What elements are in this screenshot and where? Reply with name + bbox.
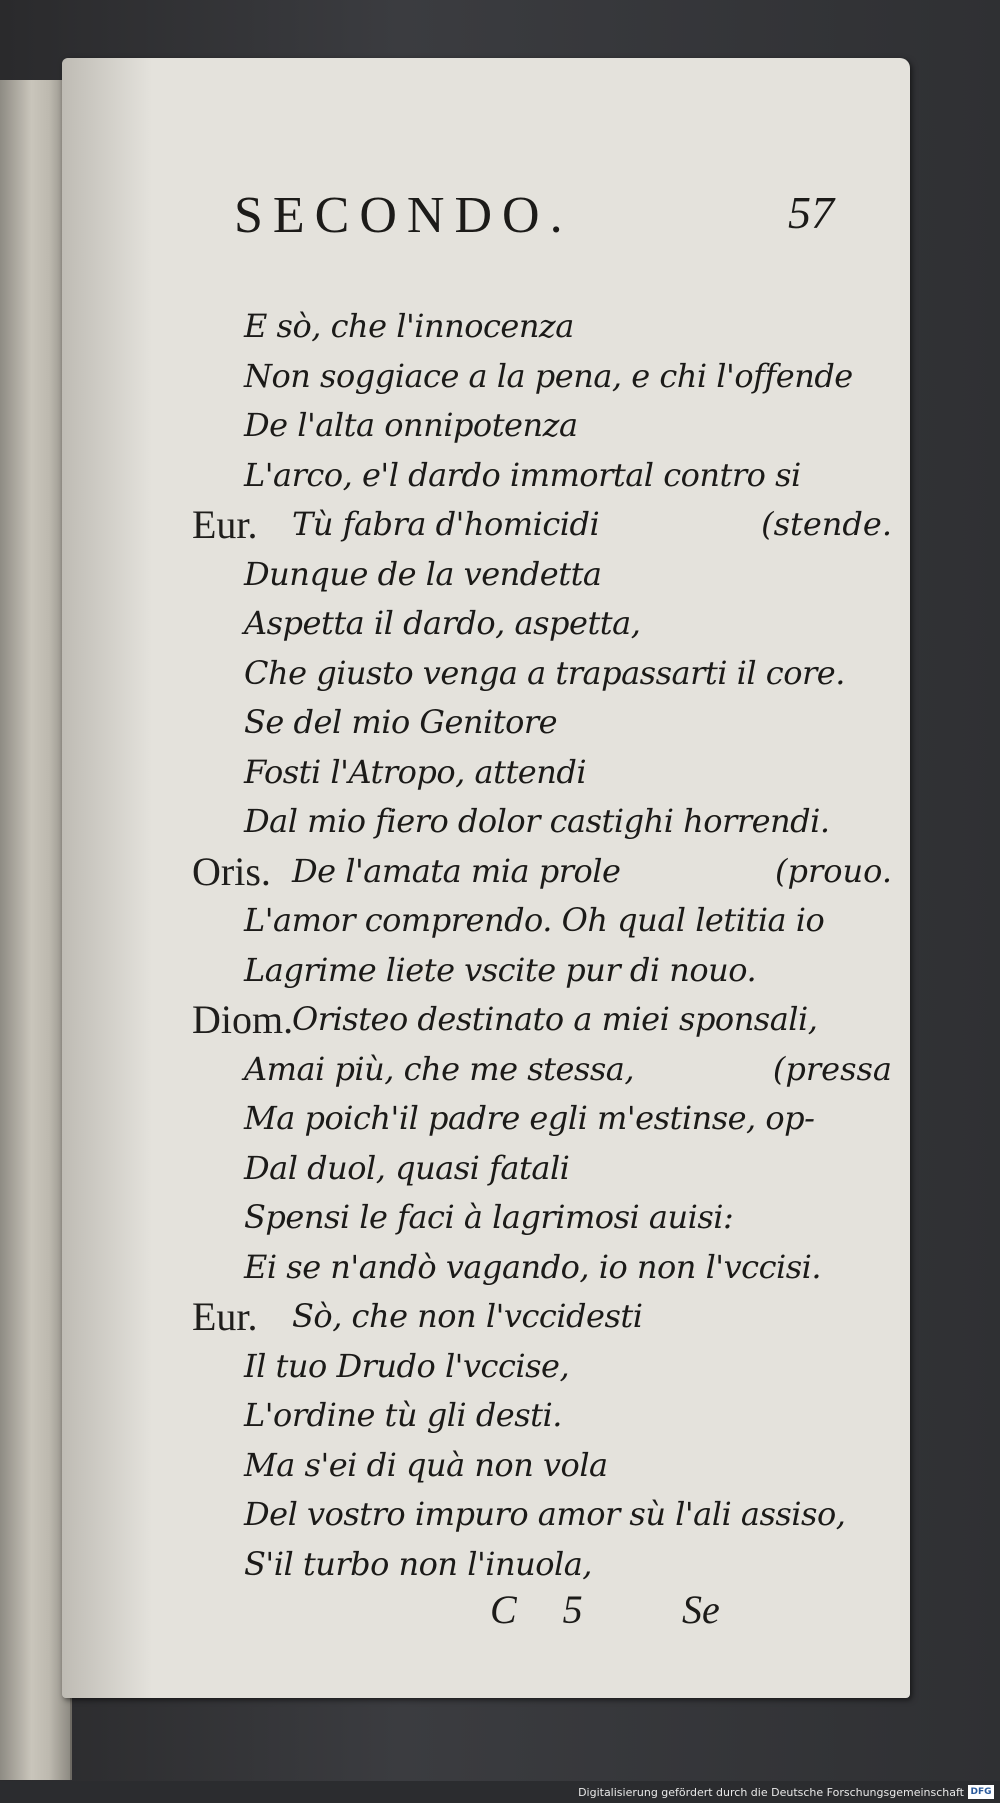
verse-line xyxy=(192,352,892,402)
verse-text: Ma poich'il padre egli m'estinse, op- xyxy=(244,1099,815,1137)
page-header xyxy=(234,186,844,256)
verse-line xyxy=(192,1045,892,1095)
speaker-label: Oris. xyxy=(192,848,271,894)
verse-text: Fosti l'Atropo, attendi xyxy=(244,752,587,791)
speaker-label: Eur. xyxy=(192,1294,258,1339)
verse-text: Sò, che non l'vccidesti xyxy=(292,1297,643,1335)
verse-text: Non soggiace a la pena, e chi l'offende xyxy=(244,356,853,395)
speaker-label: Eur. xyxy=(192,502,258,547)
dfg-logo: DFG xyxy=(968,1785,994,1799)
verse-text: Del vostro impuro amor sù l'ali assiso, xyxy=(244,1495,846,1533)
verse-line xyxy=(192,1243,892,1293)
verse-text: Aspetta il dardo, aspetta, xyxy=(244,604,641,642)
catchword: Se xyxy=(682,1587,720,1632)
verse-text: Oristeo destinato a miei sponsali, xyxy=(292,1000,818,1038)
verse-line xyxy=(192,649,892,699)
verse-line xyxy=(192,1094,892,1144)
verse-text: Il tuo Drudo l'vccise, xyxy=(244,1346,570,1385)
speaker-label: Diom. xyxy=(192,997,294,1042)
verse-line xyxy=(192,500,892,550)
credit-text: Digitalisierung gefördert durch die Deutsche Forschungsgemeinschaft xyxy=(578,1786,964,1799)
verse-text: L'ordine tù gli desti. xyxy=(244,1396,562,1434)
verse-text: L'amor comprendo. Oh qual letitia io xyxy=(244,901,825,939)
verse-text: Spensi le faci à lagrimosi auisi: xyxy=(244,1198,734,1236)
verse-text: L'arco, e'l dardo immortal contro si xyxy=(244,455,801,494)
verse-line xyxy=(192,797,892,847)
verse-text: Amai più, che me stessa, xyxy=(244,1049,635,1088)
turnover-text: (stende. xyxy=(761,505,892,543)
verse-text: Tù fabra d'homicidi xyxy=(292,505,600,543)
page-number: 57 xyxy=(788,187,834,238)
verse-text: E sò, che l'innocenza xyxy=(244,307,574,345)
verse-text: Che giusto venga a trapassarti il core. xyxy=(244,653,845,692)
verse-line xyxy=(192,1144,892,1194)
verse-text: Lagrime liete vscite pur di nouo. xyxy=(244,950,757,989)
verse-line xyxy=(192,896,892,946)
verse-line xyxy=(192,1391,892,1441)
verse-text: Ma s'ei di quà non vola xyxy=(244,1445,608,1484)
verse-text: De l'alta onnipotenza xyxy=(244,406,578,444)
verse-text: Dal duol, quasi fatali xyxy=(244,1148,570,1187)
verse-text: S'il turbo non l'inuola, xyxy=(244,1544,592,1583)
verse-line xyxy=(192,1540,892,1590)
verse-line xyxy=(192,302,892,352)
running-title: SECONDO. xyxy=(234,187,573,244)
verse-line xyxy=(192,550,892,600)
verse-line xyxy=(192,995,892,1045)
verse-line xyxy=(192,401,892,451)
page-footer xyxy=(62,1586,910,1646)
verse-text: Ei se n'andò vagando, io non l'vccisi. xyxy=(244,1247,822,1286)
verse-block xyxy=(192,302,892,1589)
verse-line xyxy=(192,599,892,649)
verse-line xyxy=(192,1490,892,1540)
verse-text: De l'amata mia prole xyxy=(292,851,621,890)
verse-line xyxy=(192,1292,892,1342)
verse-line xyxy=(192,1193,892,1243)
verse-text: Dunque de la vendetta xyxy=(244,554,602,593)
verse-text: Se del mio Genitore xyxy=(244,703,558,741)
book-page xyxy=(62,58,910,1698)
verse-text: Dal mio fiero dolor castighi horrendi. xyxy=(244,802,830,840)
verse-line xyxy=(192,946,892,996)
verse-line xyxy=(192,698,892,748)
signature-mark: C 5 xyxy=(490,1587,601,1632)
page-gutter-shadow xyxy=(62,58,152,1698)
turnover-text: (pressa xyxy=(772,1049,892,1088)
turnover-text: (prouo. xyxy=(774,851,892,890)
verse-line xyxy=(192,847,892,897)
verse-line xyxy=(192,451,892,501)
verse-line xyxy=(192,1441,892,1491)
verse-line xyxy=(192,1342,892,1392)
verse-line xyxy=(192,748,892,798)
credit-bar xyxy=(0,1781,1000,1803)
